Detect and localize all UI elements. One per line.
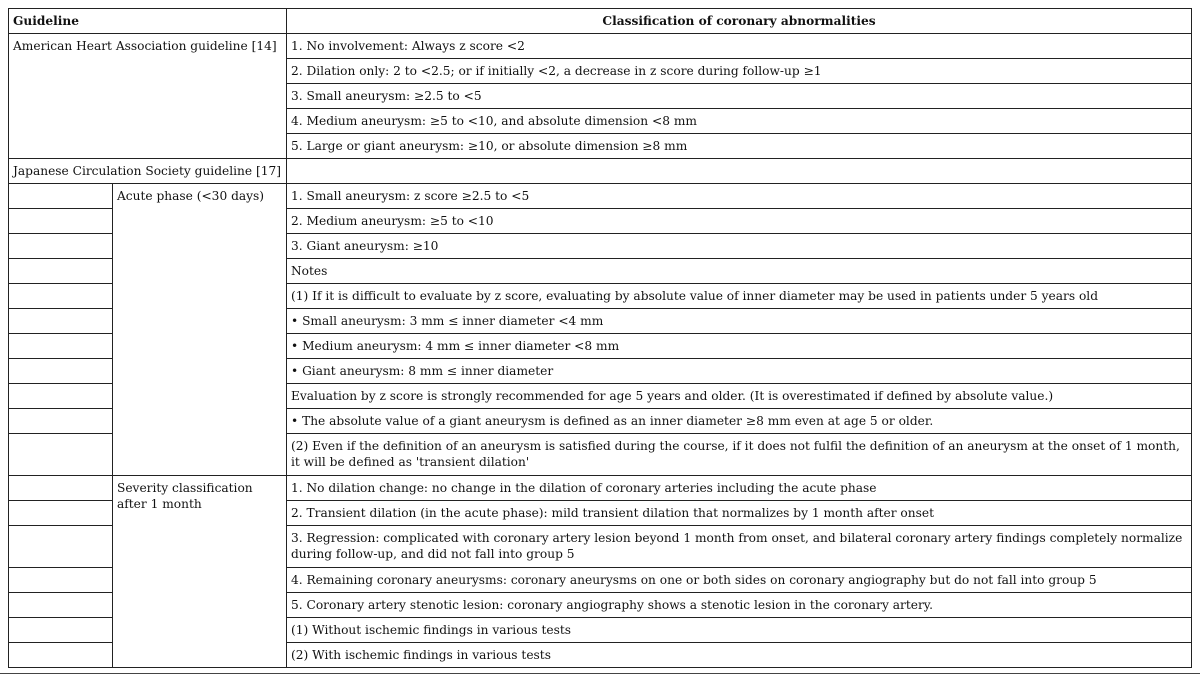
empty-cell xyxy=(9,568,113,593)
empty-cell xyxy=(9,284,113,309)
aha-item: 1. No involvement: Always z score <2 xyxy=(287,34,1192,59)
acute-item: • Small aneurysm: 3 mm ≤ inner diameter <4 mm xyxy=(287,309,1192,334)
acute-item: Evaluation by z score is strongly recommended for age 5 years and older. (It is overestimated if defined by absolute value.) xyxy=(287,384,1192,409)
severity-item: 3. Regression: complicated with coronary artery lesion beyond 1 month from onset, and bilateral coronary artery findings completely normalize during follow-up, and did not fall into group 5 xyxy=(287,526,1192,568)
header-guideline: Guideline xyxy=(9,9,287,34)
empty-cell xyxy=(9,526,113,568)
aha-item: 5. Large or giant aneurysm: ≥10, or absolute dimension ≥8 mm xyxy=(287,134,1192,159)
empty-cell xyxy=(9,209,113,234)
acute-item: (2) Even if the definition of an aneurysm is satisfied during the course, if it does not fulfil the definition of an aneurysm at the onset of 1 month, it will be defined as 'transient dilation' xyxy=(287,434,1192,476)
empty-cell xyxy=(9,184,113,209)
severity-label: Severity classification after 1 month xyxy=(113,476,287,668)
aha-item: 3. Small aneurysm: ≥2.5 to <5 xyxy=(287,84,1192,109)
severity-item: 5. Coronary artery stenotic lesion: coronary angiography shows a stenotic lesion in the coronary artery. xyxy=(287,593,1192,618)
empty-cell xyxy=(9,384,113,409)
empty-cell xyxy=(9,309,113,334)
empty-cell xyxy=(9,643,113,668)
empty-cell xyxy=(9,593,113,618)
severity-item: 2. Transient dilation (in the acute phase): mild transient dilation that normalizes by 1 month after onset xyxy=(287,501,1192,526)
aha-item: 4. Medium aneurysm: ≥5 to <10, and absolute dimension <8 mm xyxy=(287,109,1192,134)
acute-item: 2. Medium aneurysm: ≥5 to <10 xyxy=(287,209,1192,234)
jcs-guideline-label: Japanese Circulation Society guideline [17] xyxy=(9,159,287,184)
severity-item: 4. Remaining coronary aneurysms: coronary aneurysms on one or both sides on coronary angiography but do not fall into group 5 xyxy=(287,568,1192,593)
acute-item: • Medium aneurysm: 4 mm ≤ inner diameter <8 mm xyxy=(287,334,1192,359)
empty-cell xyxy=(9,234,113,259)
acute-item: 3. Giant aneurysm: ≥10 xyxy=(287,234,1192,259)
empty-cell xyxy=(9,476,113,501)
aha-item: 2. Dilation only: 2 to <2.5; or if initially <2, a decrease in z score during follow-up ≥1 xyxy=(287,59,1192,84)
empty-cell xyxy=(9,359,113,384)
acute-item: 1. Small aneurysm: z score ≥2.5 to <5 xyxy=(287,184,1192,209)
empty-cell xyxy=(9,334,113,359)
empty-cell xyxy=(9,618,113,643)
classification-table xyxy=(8,8,1192,668)
empty-cell xyxy=(9,501,113,526)
acute-item: (1) If it is difficult to evaluate by z score, evaluating by absolute value of inner diameter may be used in patients under 5 years old xyxy=(287,284,1192,309)
acute-phase-label: Acute phase (<30 days) xyxy=(113,184,287,476)
severity-item: (1) Without ischemic findings in various tests xyxy=(287,618,1192,643)
severity-item: 1. No dilation change: no change in the dilation of coronary arteries including the acute phase xyxy=(287,476,1192,501)
empty-cell xyxy=(9,259,113,284)
severity-item: (2) With ischemic findings in various tests xyxy=(287,643,1192,668)
acute-item: • The absolute value of a giant aneurysm is defined as an inner diameter ≥8 mm even at age 5 or older. xyxy=(287,409,1192,434)
empty-cell xyxy=(9,434,113,476)
empty-cell xyxy=(9,409,113,434)
acute-item: • Giant aneurysm: 8 mm ≤ inner diameter xyxy=(287,359,1192,384)
header-classification: Classification of coronary abnormalities xyxy=(287,9,1192,34)
aha-guideline-label: American Heart Association guideline [14] xyxy=(9,34,287,159)
acute-notes-heading: Notes xyxy=(287,259,1192,284)
jcs-empty-cell xyxy=(287,159,1192,184)
bottom-divider xyxy=(0,673,1200,674)
